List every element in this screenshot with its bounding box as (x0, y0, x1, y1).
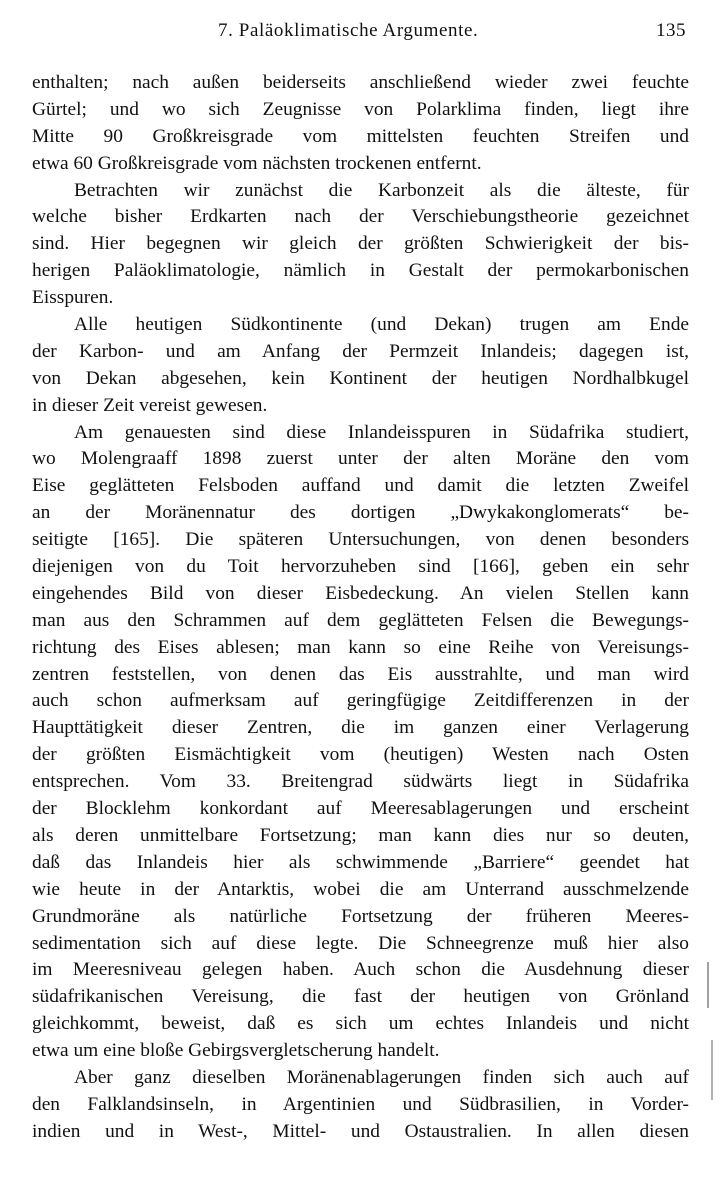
text-line: wie heute in der Antarktis, wobei die am Unterrand ausschmelzende (32, 878, 689, 900)
page-number: 135 (656, 20, 686, 41)
text-line: der größten Eismächtigkeit vom (heutigen) Westen nach Osten (32, 744, 689, 766)
text-line: südafrikanischen Vereisung, die fast der heutigen von Grönland (32, 986, 689, 1008)
text-line: entsprechen. Vom 33. Breitengrad südwärts liegt in Südafrika (32, 771, 689, 793)
text-line: zentren feststellen, von denen das Eis ausstrahlte, und man wird (32, 663, 689, 685)
text-line: auch schon aufmerksam auf geringfügige Zeitdifferenzen in der (32, 690, 689, 712)
text-line: herigen Paläoklimatologie, nämlich in Gestalt der permokarbonischen (32, 260, 689, 282)
text-line: enthalten; nach außen beiderseits anschließend wieder zwei feuchte (32, 72, 689, 93)
body-text (32, 70, 689, 1146)
text-line: Eisspuren. (32, 287, 114, 309)
text-line: Haupttätigkeit dieser Zentren, die im ganzen einer Verlagerung (32, 717, 689, 739)
text-line: eingehendes Bild von dieser Eisbedeckung. An vielen Stellen kann (32, 582, 689, 604)
chapter-title: 7. Paläoklimatische Argumente. (218, 20, 479, 41)
paragraph (32, 420, 689, 1065)
text-line: Grundmoräne als natürliche Fortsetzung der früheren Meeres- (32, 905, 689, 927)
text-line: Mitte 90 Großkreisgrade vom mittelsten feuchten Streifen und (32, 125, 689, 147)
paragraph (32, 312, 689, 420)
text-line: in dieser Zeit vereist gewesen. (32, 394, 268, 416)
text-line: etwa um eine bloße Gebirgsvergletscherung handelt. (32, 1040, 440, 1062)
text-line: indien und in West-, Mittel- und Ostaustralien. In allen diesen (32, 1120, 689, 1142)
scan-edge-mark (707, 962, 709, 1008)
text-line: der Blocklehm konkordant auf Meeresablagerungen und erscheint (32, 798, 689, 820)
text-line: seitigte [165]. Die späteren Untersuchungen, von denen besonders (32, 529, 689, 551)
text-line: diejenigen von du Toit hervorzuheben sind [166], geben ein sehr (32, 556, 689, 578)
text-line: als deren unmittelbare Fortsetzung; man kann dies nur so deuten, (32, 824, 689, 846)
text-line: Eise geglätteten Felsboden auffand und damit die letzten Zweifel (32, 475, 689, 497)
text-line: im Meeresniveau gelegen haben. Auch schon die Ausdehnung dieser (32, 959, 689, 981)
paragraph (32, 1065, 689, 1146)
text-line: wo Molengraaff 1898 zuerst unter der alten Moräne den vom (32, 448, 689, 470)
text-line: etwa 60 Großkreisgrade vom nächsten trockenen entfernt. (32, 152, 482, 174)
text-line: man aus den Schrammen auf dem geglätteten Felsen die Bewegungs- (32, 609, 689, 631)
paragraph (32, 178, 689, 312)
text-line: richtung des Eises ablesen; man kann so eine Reihe von Vereisungs- (32, 636, 689, 658)
text-line: sedimentation sich auf diese legte. Die Schneegrenze muß hier also (32, 932, 689, 954)
text-line: gleichkommt, beweist, daß es sich um echtes Inlandeis und nicht (32, 1013, 689, 1035)
text-line: Aber ganz dieselben Moränenablagerungen finden sich auch auf (74, 1066, 689, 1088)
paragraph (32, 70, 689, 178)
text-line: welche bisher Erdkarten nach der Verschiebungstheorie gezeichnet (32, 206, 689, 228)
text-line: Gürtel; und wo sich Zeugnisse von Polarklima finden, liegt ihre (32, 98, 689, 120)
text-line: Am genauesten sind diese Inlandeisspuren in Südafrika studiert, (74, 421, 689, 443)
text-line: an der Moränennatur des dortigen „Dwykakonglomerats“ be- (32, 502, 689, 524)
text-line: von Dekan abgesehen, kein Kontinent der heutigen Nordhalbkugel (32, 367, 689, 389)
text-line: sind. Hier begegnen wir gleich der größten Schwierigkeit der bis- (32, 233, 689, 255)
text-line: Betrachten wir zunächst die Karbonzeit als die älteste, für (74, 179, 689, 201)
running-header (0, 18, 720, 46)
text-line: Alle heutigen Südkontinente (und Dekan) trugen am Ende (74, 314, 689, 336)
text-line: daß das Inlandeis hier als schwimmende „Barriere“ geendet hat (32, 851, 689, 873)
text-line: der Karbon- und am Anfang der Permzeit Inlandeis; dagegen ist, (32, 340, 689, 362)
text-line: den Falklandsinseln, in Argentinien und Südbrasilien, in Vorder- (32, 1093, 689, 1115)
scan-edge-mark (711, 1040, 713, 1100)
